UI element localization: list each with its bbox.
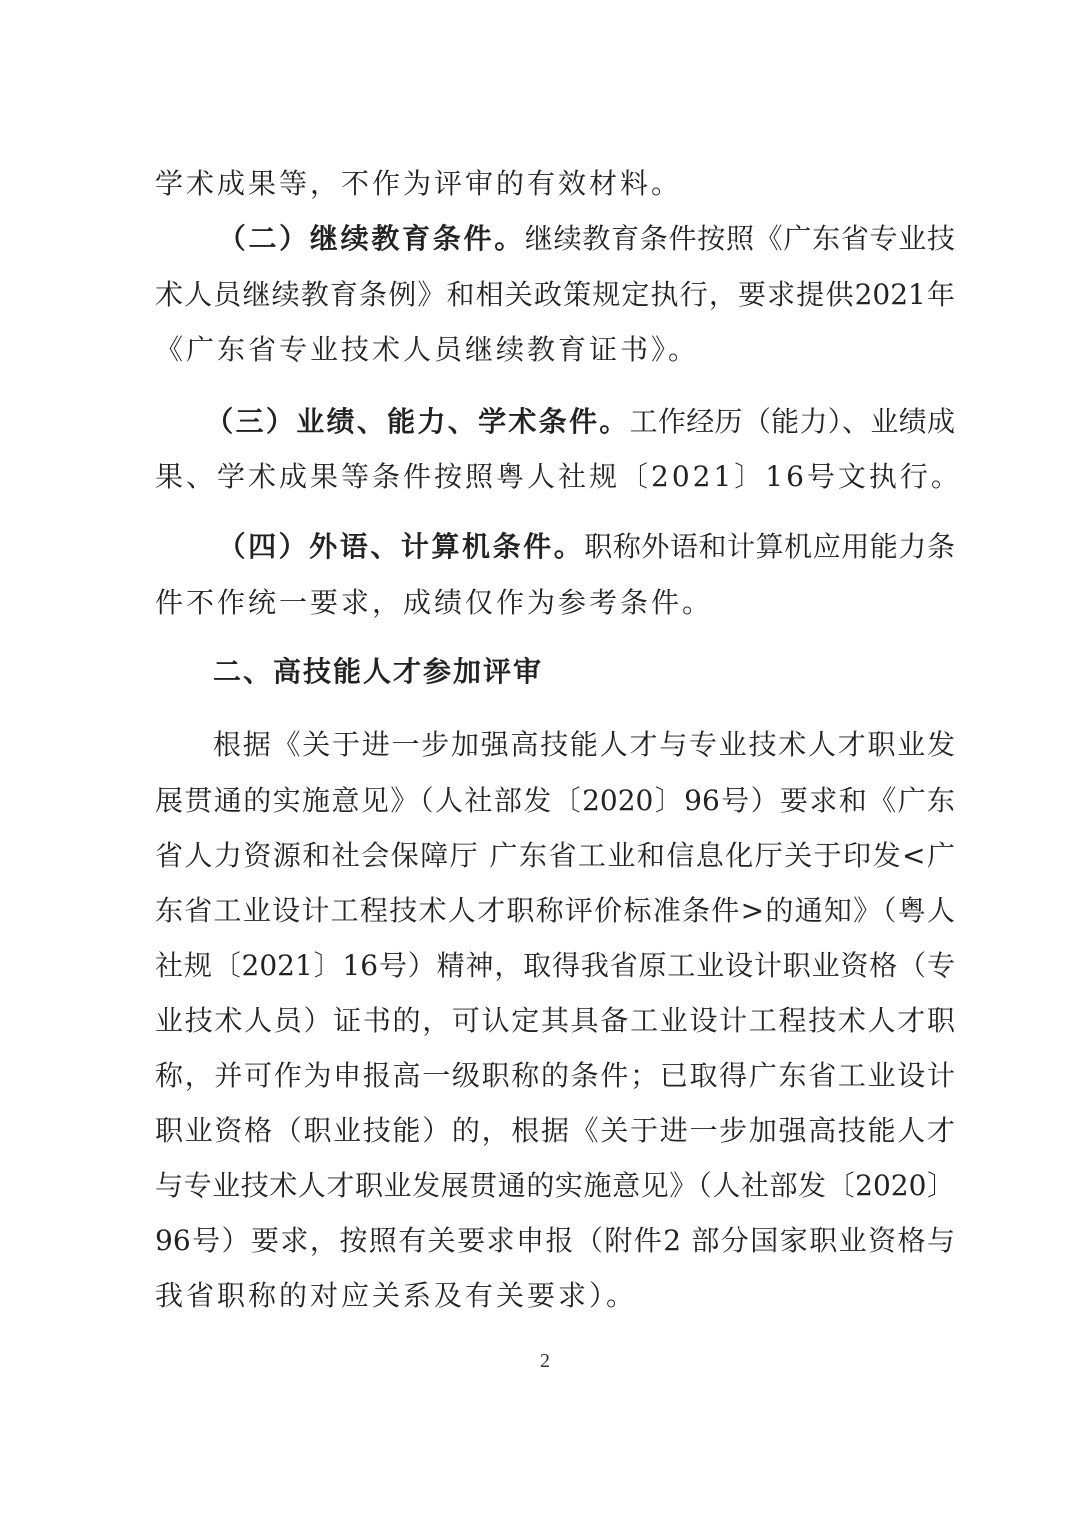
section-language-computer-line xyxy=(155,527,955,567)
paragraph-line: 业技术人员）证书的，可认定其具备工业设计工程技术人才职 xyxy=(155,1004,955,1037)
paragraph-line: 学术成果等，不作为评审的有效材料。 xyxy=(155,167,683,200)
paragraph-text: 继续教育条件按照《广东省专业技 xyxy=(524,222,955,255)
paragraph-line: 我省职称的对应关系及有关要求）。 xyxy=(155,1279,638,1312)
section-performance-line xyxy=(155,402,955,442)
paragraph-line: 件不作统一要求，成绩仅作为参考条件。 xyxy=(155,586,714,619)
section-continuing-education-line xyxy=(155,219,955,259)
section-heading-continuing-education: （二）继续教育条件。 xyxy=(217,222,525,255)
page-number: 2 xyxy=(540,1350,550,1372)
paragraph-line: 96号）要求，按照有关要求申报（附件2 部分国家职业资格与 xyxy=(155,1224,955,1257)
paragraph-line: 省人力资源和社会保障厅 广东省工业和信息化厅关于印发<广 xyxy=(155,839,955,872)
paragraph-text: 职称外语和计算机应用能力条 xyxy=(584,530,955,563)
paragraph-line: 《广东省专业技术人员继续教育证书》。 xyxy=(155,333,700,366)
paragraph-line: 展贯通的实施意见》（人社部发〔2020〕96号）要求和《广东 xyxy=(155,784,955,817)
section-title-high-skill: 二、高技能人才参加评审 xyxy=(213,655,544,688)
paragraph-line: 根据《关于进一步加强高技能人才与专业技术人才职业发 xyxy=(213,728,955,761)
section-heading-language-computer: （四）外语、计算机条件。 xyxy=(217,530,585,563)
paragraph-line: 与专业技术人才职业发展贯通的实施意见》（人社部发〔2020〕 xyxy=(155,1169,955,1202)
paragraph-line: 社规〔2021〕16号）精神，取得我省原工业设计职业资格（专 xyxy=(155,949,955,982)
paragraph-text: 工作经历（能力）、业绩成 xyxy=(629,405,955,438)
section-heading-performance: （三）业绩、能力、学术条件。 xyxy=(205,405,630,438)
paragraph-line: 果、学术成果等条件按照粤人社规〔2021〕16号文执行。 xyxy=(155,460,962,493)
paragraph-line: 术人员继续教育条例》和相关政策规定执行，要求提供2021年 xyxy=(155,278,955,311)
paragraph-line: 称，并可作为申报高一级职称的条件；已取得广东省工业设计 xyxy=(155,1059,955,1092)
paragraph-line: 东省工业设计工程技术人才职称评价标准条件>的通知》（粤人 xyxy=(155,894,955,927)
paragraph-line: 职业资格（职业技能）的，根据《关于进一步加强高技能人才 xyxy=(155,1114,955,1147)
